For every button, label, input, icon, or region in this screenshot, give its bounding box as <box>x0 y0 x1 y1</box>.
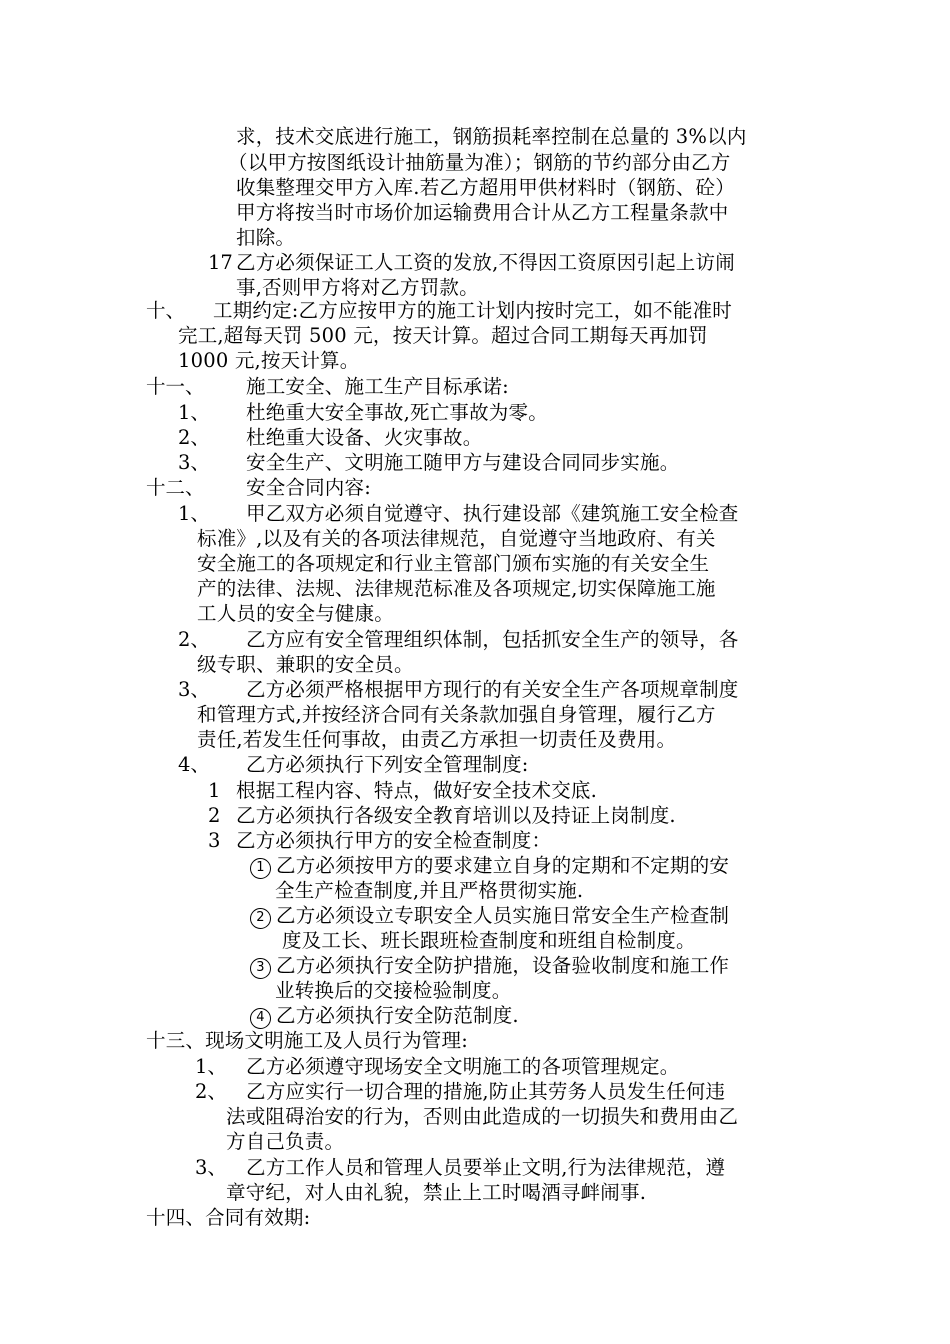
item16-line-3: 收集整理交甲方入库.若乙方超用甲供材料时（钢筋、砼） <box>236 176 735 199</box>
sec12-title: 安全合同内容: <box>246 476 371 499</box>
item16-line-4: 甲方将按当时市场价加运输费用合计从乙方工程量条款中 <box>236 201 729 224</box>
sec12-sub4-3-text: 乙方必须执行甲方的安全检查制度： <box>236 829 552 852</box>
sec13-title: 十三、现场文明施工及人员行为管理: <box>146 1029 468 1052</box>
sec12-item3-line-3: 责任,若发生任何事故，由责乙方承担一切责任及费用。 <box>197 728 677 751</box>
sec12-item3-number: 3、 <box>178 678 210 701</box>
sec12-item4-number: 4、 <box>178 753 210 776</box>
sec12-item3-line-1: 乙方必须严格根据甲方现行的有关安全生产各项规章制度 <box>246 678 739 701</box>
item17-number: 17 <box>208 251 233 274</box>
sec12-sub4-3-number: 3 <box>208 829 221 852</box>
sec12-sub4-2-text: 乙方必须执行各级安全教育培训以及持证上岗制度. <box>236 804 676 827</box>
sec11-title: 施工安全、施工生产目标承诺: <box>246 375 509 398</box>
sec11-item3-text: 安全生产、文明施工随甲方与建设合同同步实施。 <box>246 451 680 474</box>
sec12-number: 十二、 <box>146 476 205 499</box>
sec11-item1-text: 杜绝重大安全事故,死亡事故为零。 <box>246 401 548 424</box>
sec12-item1-line-4: 产的法律、法规、法律规范标准及各项规定,切实保障施工施 <box>197 577 716 600</box>
sec12-circ2-line-1-text: 乙方必须设立专职安全人员实施日常安全生产检查制 <box>276 904 730 927</box>
sec14-title: 十四、合同有效期: <box>146 1206 311 1229</box>
sec13-item2-number: 2、 <box>195 1080 227 1103</box>
sec12-item1-line-3: 安全施工的各项规定和行业主管部门颁布实施的有关安全生 <box>197 552 710 575</box>
sec12-item2-line-1: 乙方应有安全管理组织体制，包括抓安全生产的领导，各 <box>246 628 739 651</box>
sec12-circ4-line-1-text: 乙方必须执行安全防范制度. <box>276 1004 519 1027</box>
sec10-number: 十、 <box>146 299 186 322</box>
sec10-line-2: 完工,超每天罚 500 元，按天计算。超过合同工期每天再加罚 <box>178 324 708 347</box>
sec12-item1-line-1: 甲乙双方必须自觉遵守、执行建设部《建筑施工安全检查 <box>246 502 739 525</box>
sec12-item2-line-2: 级专职、兼职的安全员。 <box>197 653 414 676</box>
sec13-item3-number: 3、 <box>195 1156 227 1179</box>
sec13-item3-line-1: 乙方工作人员和管理人员要举止文明,行为法律规范，遵 <box>246 1156 726 1179</box>
sec12-item1-line-5: 工人员的安全与健康。 <box>197 602 395 625</box>
sec11-item1-number: 1、 <box>178 401 210 424</box>
item17-line-1: 乙方必须保证工人工资的发放,不得因工资原因引起上访闹 <box>236 251 735 274</box>
sec13-item2-line-2: 法或阻碍治安的行为，否则由此造成的一切损失和费用由乙 <box>226 1105 739 1128</box>
item16-line-2: （以甲方按图纸设计抽筋量为准）；钢筋的节约部分由乙方 <box>228 151 731 174</box>
circled-number-1: 1 <box>250 858 271 879</box>
sec12-circ2-line-2: 度及工长、班长跟班检查制度和班组自检制度。 <box>282 929 696 952</box>
item17-line-2: 事,否则甲方将对乙方罚款。 <box>236 276 479 299</box>
sec13-item1-number: 1、 <box>195 1055 227 1078</box>
sec12-circ3-line-1 <box>250 953 729 979</box>
sec12-item2-number: 2、 <box>178 628 210 651</box>
sec12-item3-line-2: 和管理方式,并按经济合同有关条款加强自身管理，履行乙方 <box>197 703 716 726</box>
item16-line-5: 扣除。 <box>236 226 296 249</box>
sec12-sub4-2-number: 2 <box>208 804 221 827</box>
sec12-circ3-line-2: 业转换后的交接检验制度。 <box>275 979 512 1002</box>
circled-number-4: 4 <box>250 1008 271 1029</box>
sec12-item4-line-1: 乙方必须执行下列安全管理制度: <box>246 753 529 776</box>
sec12-item1-line-2: 标准》,以及有关的各项法律规范，自觉遵守当地政府、有关 <box>197 527 716 550</box>
item16-line-1: 求，技术交底进行施工，钢筋损耗率控制在总量的 3%以内 <box>236 125 747 148</box>
sec13-item2-line-1: 乙方应实行一切合理的措施,防止其劳务人员发生任何违 <box>246 1080 726 1103</box>
sec12-circ3-line-1-text: 乙方必须执行安全防护措施，设备验收制度和施工作 <box>276 954 730 977</box>
sec12-circ1-line-1-text: 乙方必须按甲方的要求建立自身的定期和不定期的安 <box>276 854 730 877</box>
sec12-sub4-1-number: 1 <box>208 779 221 802</box>
sec12-item1-number: 1、 <box>178 502 210 525</box>
circled-number-2: 2 <box>250 908 271 929</box>
sec13-item2-line-3: 方自己负责。 <box>226 1130 345 1153</box>
sec11-item2-number: 2、 <box>178 426 210 449</box>
sec12-circ2-line-1 <box>250 903 729 929</box>
sec12-sub4-1-text: 根据工程内容、特点，做好安全技术交底. <box>236 779 597 802</box>
sec12-circ1-line-2: 全生产检查制度,并且严格贯彻实施. <box>275 879 584 902</box>
sec11-item2-text: 杜绝重大设备、火灾事故。 <box>246 426 483 449</box>
circled-number-3: 3 <box>250 958 271 979</box>
sec13-item1-line-1: 乙方必须遵守现场安全文明施工的各项管理规定。 <box>246 1055 680 1078</box>
sec12-circ1-line-1 <box>250 853 729 879</box>
sec11-item3-number: 3、 <box>178 451 210 474</box>
sec10-line-3: 1000 元,按天计算。 <box>178 349 360 372</box>
sec13-item3-line-2: 章守纪，对人由礼貌，禁止上工时喝酒寻衅闹事. <box>226 1181 647 1204</box>
sec10-line-1: 工期约定:乙方应按甲方的施工计划内按时完工，如不能准时 <box>213 299 732 322</box>
sec11-number: 十一、 <box>146 375 205 398</box>
sec12-circ4-line-1 <box>250 1003 519 1029</box>
